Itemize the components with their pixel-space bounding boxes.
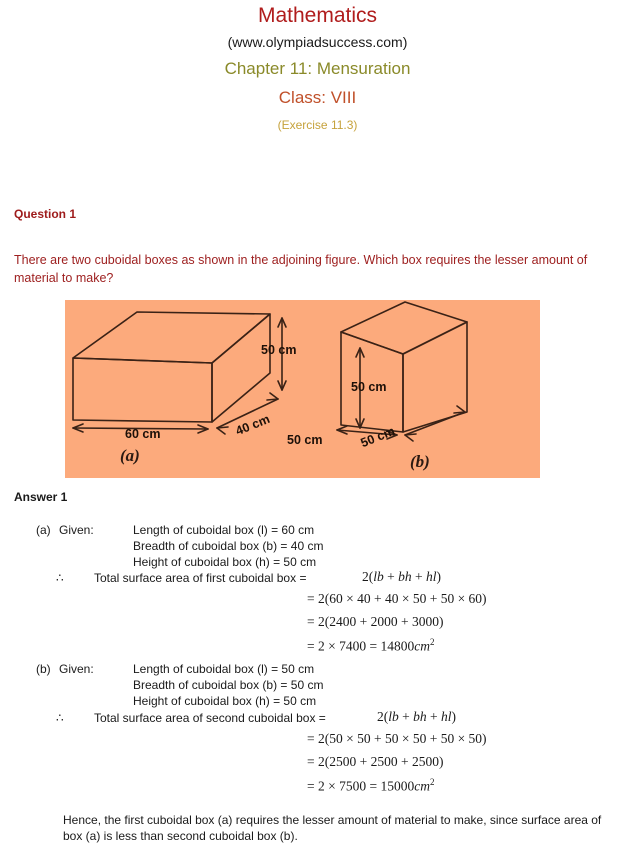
part-b-step3 [307, 777, 434, 795]
box-a-length-label: 60 cm [125, 427, 161, 441]
part-b-given-label: Given: [59, 662, 94, 676]
chapter-title: Chapter 11: Mensuration [224, 59, 411, 78]
part-a-step2: = 2(2400 + 2000 + 3000) [307, 614, 444, 629]
part-a-step3-exponent: 2 [429, 637, 435, 647]
box-a-right-face [212, 314, 270, 422]
part-a-marker: (a) [36, 523, 51, 537]
part-a-height: Height of cuboidal box (h) = 50 cm [133, 555, 317, 569]
part-a-step3-prefix: = 2 × 7400 = 14800 [307, 638, 415, 654]
part-b-formula: 2(lb + bh + hl) [377, 709, 457, 724]
document-header [0, 0, 635, 137]
box-b-height-label: 50 cm [351, 380, 387, 394]
part-b-step1: = 2(50 × 50 + 50 × 50 + 50 × 50) [307, 731, 487, 746]
box-b-top-face [341, 302, 467, 354]
part-b-therefore-symbol: ∴ [56, 711, 64, 725]
part-a-step1: = 2(60 × 40 + 40 × 50 + 50 × 60) [307, 591, 487, 606]
box-b-caption: (b) [410, 452, 430, 471]
box-a-width-label: 40 cm [233, 411, 272, 439]
conclusion-text: Hence, the first cuboidal box (a) requires the lesser amount of material to make, since surface area of box (a) is less than second cuboidal box (b). [63, 813, 602, 843]
box-a-width-arrow-left [217, 427, 228, 434]
box-a-height-label: 50 cm [261, 343, 297, 357]
box-a-width-arrow-right [267, 393, 278, 400]
exercise-title: (Exercise 11.3) [277, 118, 358, 132]
box-a-top-face [73, 312, 270, 363]
box-b-width-line [405, 412, 465, 435]
part-b-height: Height of cuboidal box (h) = 50 cm [133, 694, 317, 708]
part-a-given-label: Given: [59, 523, 94, 537]
box-a-caption: (a) [120, 446, 140, 465]
part-b-length: Length of cuboidal box (l) = 50 cm [133, 662, 315, 676]
part-a-tsa-text: Total surface area of first cuboidal box = [94, 571, 307, 585]
part-b-step2: = 2(2500 + 2500 + 2500) [307, 754, 444, 769]
box-b-width-arrow-right [454, 406, 465, 413]
part-a-formula: 2(lb + bh + hl) [362, 569, 442, 584]
part-b-tsa-text: Total surface area of second cuboidal box = [94, 711, 326, 725]
part-a-step3-unit: cm [414, 638, 430, 654]
question-label: Question 1 [14, 207, 77, 221]
page-title: Mathematics [257, 4, 378, 27]
box-a-front-face [73, 358, 212, 422]
part-a-step3 [307, 637, 434, 655]
box-b-length-label: 50 cm [287, 433, 323, 447]
part-a-therefore-symbol: ∴ [56, 571, 64, 585]
answer-label: Answer 1 [14, 490, 68, 504]
part-b-marker: (b) [36, 662, 51, 676]
site-url: (www.olympiadsuccess.com) [227, 34, 408, 50]
part-b-breadth: Breadth of cuboidal box (b) = 50 cm [133, 678, 324, 692]
cuboid-figure [65, 300, 540, 478]
class-title: Class: VIII [278, 88, 357, 107]
part-a-breadth: Breadth of cuboidal box (b) = 40 cm [133, 539, 324, 553]
part-a-length: Length of cuboidal box (l) = 60 cm [133, 523, 315, 537]
part-b-step3-prefix: = 2 × 7500 = 15000 [307, 778, 415, 794]
box-b-width-label: 50 cm [358, 423, 397, 451]
part-b-step3-exponent: 2 [429, 777, 435, 787]
question-text: There are two cuboidal boxes as shown in the adjoining figure. Which box requires the lesser amount of material to make? [14, 253, 588, 285]
part-b-step3-unit: cm [414, 778, 430, 794]
box-b-width-arrow-left [405, 434, 416, 441]
